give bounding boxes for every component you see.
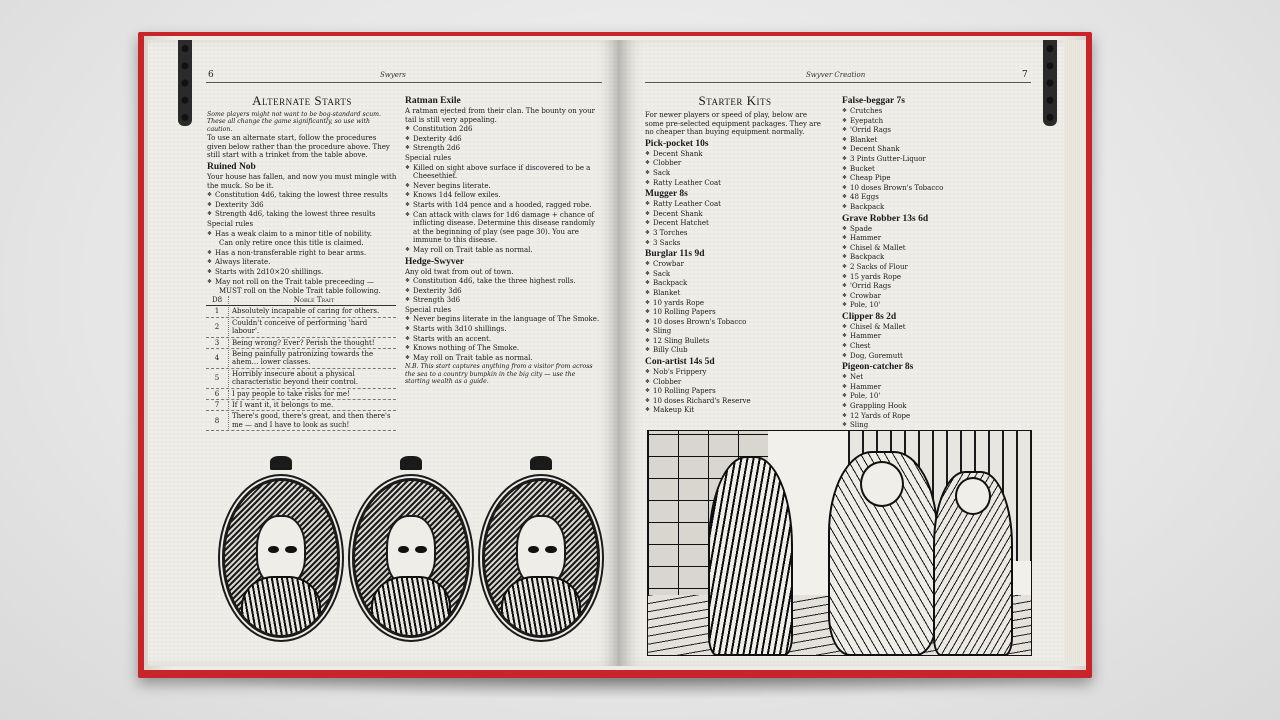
kit-item: ❖ Decent Hatchet [645, 219, 825, 228]
rule-line: ❖ Starts with 1d4 pence and a hooded, ragged robe. [405, 201, 601, 210]
table-row [206, 318, 396, 338]
right-column-2 [842, 94, 1032, 440]
rule-line: ❖ Starts with 2d10×20 shillings. [207, 268, 397, 277]
ornament-bookmark-icon [1043, 40, 1057, 126]
kit-item: ❖ 3 Sacks [645, 239, 825, 248]
starter-kits-title: Starter Kits [698, 93, 772, 108]
kit-item: ❖ 48 Eggs [842, 193, 1032, 202]
stat-line: ❖ Constitution 4d6, take the three highest rolls. [405, 277, 601, 286]
page-number-right: 7 [1022, 70, 1028, 80]
kit-item: ❖ Backpack [842, 253, 1032, 262]
stat-line: ❖ Strength 4d6, taking the lowest three results [207, 210, 397, 219]
page-number-left: 6 [208, 70, 214, 80]
rule-line: ❖ Always literate. [207, 258, 397, 267]
header-rule-left [206, 82, 602, 83]
rule-line: Can only retire once this title is claimed. [219, 239, 364, 248]
eye-icon [415, 546, 426, 554]
kit-item: ❖ Dog, Goremutt [842, 352, 1032, 361]
kit-item: ❖ Crutches [842, 107, 1032, 116]
left-column-2 [405, 94, 601, 387]
stat-line: ❖ Strength 2d6 [405, 144, 601, 153]
kit-item: ❖ Cheap Pipe [842, 174, 1032, 183]
scene-illustration [647, 430, 1032, 656]
rule-line: ❖ Starts with an accent. [405, 335, 601, 344]
rule-line: ❖ Can attack with claws for 1d6 damage + chance of inflicting disease. Determine this disease randomly at the beginning of play (see page 30). You are immune to this disease. [405, 211, 601, 245]
kit-item: ❖ Decent Shank [645, 150, 825, 159]
kit-heading: Mugger 8s [645, 189, 688, 200]
kit-item: ❖ Spade [842, 225, 1032, 234]
eye-icon [528, 546, 539, 554]
kit-item: ❖ 10 Rolling Papers [645, 308, 825, 317]
kit-item: ❖ 3 Pints Gutter-Liquor [842, 155, 1032, 164]
table-row [206, 400, 396, 411]
ratman-exile-desc: A ratman ejected from their clan. The bounty on your tail is still very appealing. [405, 107, 595, 124]
die-value: 1 [214, 307, 220, 316]
crest-ornament-icon [270, 456, 292, 470]
kit-item: ❖ Nob's Frippery [645, 368, 825, 377]
kit-item: ❖ Sack [645, 270, 825, 279]
kit-item: ❖ Makeup Kit [645, 406, 825, 415]
die-value: 3 [214, 338, 220, 347]
kit-item: ❖ Blanket [842, 136, 1032, 145]
kit-item: ❖ Hammer [842, 383, 1032, 392]
kit-item: ❖ Decent Shank [645, 210, 825, 219]
kit-item: ❖ Sling [842, 421, 1032, 430]
kit-item: ❖ 15 yards Rope [842, 273, 1032, 282]
special-rules-label: Special rules [207, 219, 254, 228]
hedge-swyver-desc: Any old twat from out of town. [405, 267, 514, 276]
kit-item: ❖ Chest [842, 342, 1032, 351]
die-value: 8 [214, 416, 220, 425]
ratman-exile-heading: Ratman Exile [405, 96, 461, 106]
hedge-swyver-heading: Hedge-Swyver [405, 256, 465, 267]
rule-line: MUST roll on the Noble Trait table following. [219, 287, 381, 296]
kit-item: ❖ Ratty Leather Coat [645, 200, 825, 209]
kit-item: ❖ 10 doses Brown's Tobacco [842, 184, 1032, 193]
fat-noble-illustration [828, 451, 938, 656]
kit-item: ❖ Ratty Leather Coat [645, 179, 825, 188]
rule-line: ❖ Never begins literate in the language of The Smoke. [405, 315, 601, 324]
die-value: 2 [214, 323, 220, 332]
running-head-left: Swyers [380, 71, 406, 79]
page-edges [1064, 40, 1086, 666]
kit-heading: False-beggar 7s [842, 96, 905, 106]
trait-text: Being wrong? Ever? Perish the thought! [228, 339, 396, 347]
table-header [206, 295, 396, 306]
kit-item: ❖ 10 doses Richard's Reserve [645, 397, 825, 406]
kit-item: ❖ Decent Shank [842, 145, 1032, 154]
kit-item: ❖ 'Orrid Rags [842, 126, 1032, 135]
kit-item: ❖ Clobber [645, 378, 825, 387]
die-header: D8 [211, 296, 223, 304]
trait-text: Being painfully patronizing towards the ahem… lower classes. [228, 350, 396, 367]
rule-line: ❖ Has a weak claim to a minor title of nobility. [207, 230, 397, 239]
portrait-ruined-nob [222, 478, 340, 638]
eye-icon [545, 546, 556, 554]
body-illustration [501, 576, 582, 638]
alternate-starts-title: Alternate Starts [252, 93, 352, 108]
table-row [206, 306, 396, 317]
kit-item: ❖ Chisel & Mallet [842, 244, 1032, 253]
header-rule-right [645, 82, 1031, 83]
table-row [206, 349, 396, 369]
kit-item: ❖ 3 Torches [645, 229, 825, 238]
die-value: 4 [214, 354, 220, 363]
ruined-nob-heading: Ruined Nob [207, 162, 256, 172]
stat-line: ❖ Dexterity 4d6 [405, 135, 601, 144]
hooded-figure-illustration [708, 456, 793, 656]
trait-text: Absolutely incapable of caring for others. [228, 307, 396, 315]
rule-line: ❖ Killed on sight above surface if discovered to be a Cheesethief. [405, 164, 601, 181]
right-column-1 [645, 94, 825, 416]
kit-item: ❖ Backpack [645, 279, 825, 288]
ornament-bookmark-icon [178, 40, 192, 126]
portrait-hedge-swyver [482, 478, 600, 638]
rule-line: ❖ May roll on Trait table as normal. [405, 246, 601, 255]
hedge-swyver-note: N.B. This start captures anything from a visitor from across the sea to a country bumpkin in the big city — use the starting wealth as a guide. [405, 363, 593, 386]
table-row [206, 369, 396, 389]
kits-list-col1 [645, 139, 825, 415]
body-illustration [241, 576, 322, 638]
kit-item: ❖ Blanket [645, 289, 825, 298]
kit-item: ❖ Bucket [842, 165, 1032, 174]
kit-item: ❖ Chisel & Mallet [842, 323, 1032, 332]
kit-heading: Grave Robber 13s 6d [842, 213, 929, 224]
kit-item: ❖ Sack [645, 169, 825, 178]
die-value: 6 [214, 389, 220, 398]
kit-heading: Burglar 11s 9d [645, 249, 705, 260]
kit-item: ❖ Billy Club [645, 346, 825, 355]
trait-text: I pay people to take risks for me! [228, 390, 396, 398]
kit-heading: Clipper 8s 2d [842, 311, 897, 322]
kit-item: ❖ Sling [645, 327, 825, 336]
rule-line: ❖ Has a non-transferable right to bear arms. [207, 249, 397, 258]
stat-line: ❖ Dexterity 3d6 [207, 201, 397, 210]
running-head-right: Swyver Creation [806, 71, 866, 79]
rule-line: ❖ Knows nothing of The Smoke. [405, 344, 601, 353]
face-illustration [386, 515, 435, 586]
table-row [206, 389, 396, 400]
kit-item: ❖ 10 Rolling Papers [645, 387, 825, 396]
kit-item: ❖ 10 doses Brown's Tobacco [645, 318, 825, 327]
kit-item: ❖ Pole, 10' [842, 301, 1032, 310]
eye-icon [398, 546, 409, 554]
stat-line: ❖ Constitution 2d6 [405, 125, 601, 134]
kit-item: ❖ Grappling Hook [842, 402, 1032, 411]
portrait-ratman [352, 478, 470, 638]
die-value: 5 [214, 374, 220, 383]
face-illustration [516, 515, 565, 586]
kit-item: ❖ 10 yards Rope [645, 299, 825, 308]
rule-line: ❖ May roll on Trait table as normal. [405, 354, 601, 363]
body-illustration [371, 576, 452, 638]
special-rules-label: Special rules [405, 153, 452, 162]
stat-line: ❖ Strength 3d6 [405, 296, 601, 305]
trait-text: Couldn't conceive of performing 'hard labour'. [228, 319, 396, 336]
table-row [206, 338, 396, 349]
rat-crest-ornament-icon [400, 456, 422, 470]
kit-item: ❖ 2 Sacks of Flour [842, 263, 1032, 272]
eye-icon [268, 546, 279, 554]
kit-item: ❖ 12 Sling Bullets [645, 337, 825, 346]
trait-text: If I want it, it belongs to me. [228, 401, 396, 409]
kit-item: ❖ Hammer [842, 332, 1032, 341]
ruined-nob-desc: Your house has fallen, and now you must mingle with the muck. So be it. [207, 173, 397, 190]
kit-heading: Pigeon-catcher 8s [842, 362, 914, 373]
trait-text: There's good, there's great, and then there's me — and I have to look as such! [228, 412, 396, 429]
kit-item: ❖ Crowbar [645, 260, 825, 269]
left-column-1 [207, 94, 397, 297]
table-row [206, 411, 396, 431]
stat-line: ❖ Constitution 4d6, taking the lowest three results [207, 191, 397, 200]
kits-list-col2 [842, 96, 1032, 439]
kit-item: ❖ Backpack [842, 203, 1032, 212]
trait-text: Horribly insecure about a physical characteristic beyond their control. [228, 370, 396, 387]
rule-line: ❖ Starts with 3d10 shillings. [405, 325, 601, 334]
kit-item: ❖ Net [842, 373, 1032, 382]
rule-line: ❖ Knows 1d4 fellow exiles. [405, 191, 601, 200]
alternate-starts-intro: To use an alternate start, follow the procedures given below rather than the procedure above. They still start with a trinket from the table above. [207, 134, 390, 160]
rule-line: ❖ May not roll on the Trait table preceeding — [207, 278, 397, 287]
die-value: 7 [214, 401, 220, 410]
stat-line: ❖ Dexterity 3d6 [405, 287, 601, 296]
kit-item: ❖ Eyepatch [842, 117, 1032, 126]
starter-kits-intro: For newer players or speed of play, below are some pre-selected equipment packages. They are no cheaper than buying equipment normally. [645, 111, 821, 137]
kit-item: ❖ Clobber [645, 159, 825, 168]
crest-ornament-icon [530, 456, 552, 470]
kit-item: ❖ 'Orrid Rags [842, 282, 1032, 291]
eye-icon [285, 546, 296, 554]
kit-heading: Con-artist 14s 5d [645, 357, 715, 368]
kit-item: ❖ 12 Yards of Rope [842, 412, 1032, 421]
kit-item: ❖ Crowbar [842, 292, 1032, 301]
alternate-starts-intro-italic: Some players might not want to be bog-standard scum. These all change the game significantly, so use with caution. [207, 111, 382, 133]
kit-item: ❖ Pole, 10' [842, 392, 1032, 401]
special-rules-label: Special rules [405, 305, 452, 314]
kit-heading: Pick-pocket 10s [645, 138, 709, 149]
trait-header: Noble Trait [228, 296, 396, 304]
noble-trait-table [206, 295, 396, 431]
face-illustration [256, 515, 305, 586]
rule-line: ❖ Never begins literate. [405, 182, 601, 191]
woman-figure-illustration [933, 471, 1013, 656]
kit-item: ❖ Hammer [842, 234, 1032, 243]
